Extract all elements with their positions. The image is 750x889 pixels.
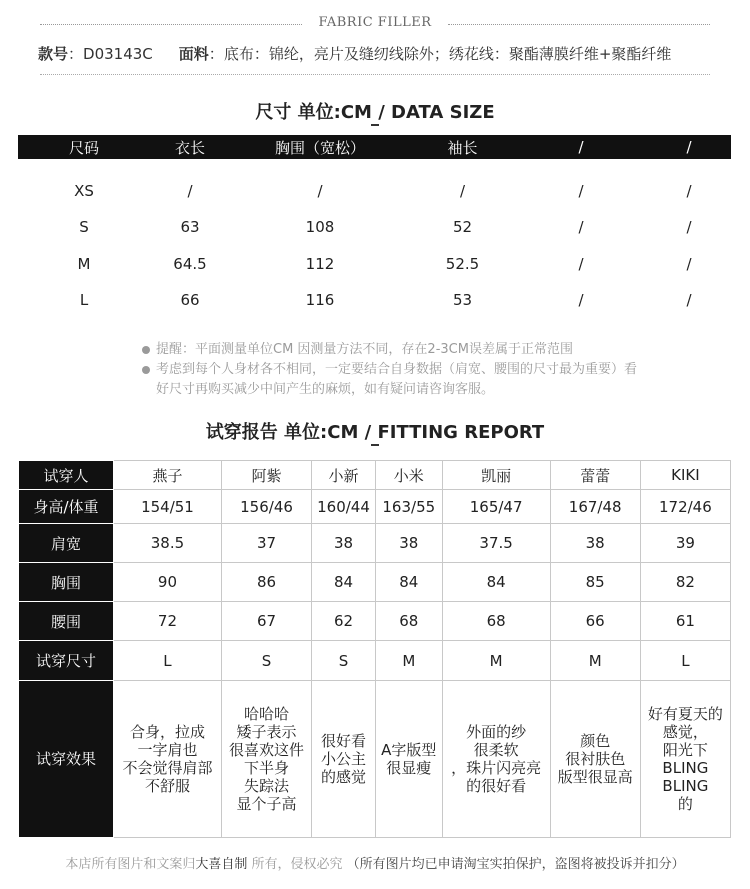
table-cell: /	[578, 291, 584, 310]
table-cell: L	[114, 641, 222, 681]
table-cell: 167/48	[550, 490, 640, 524]
size-row-xs	[18, 159, 731, 209]
table-cell: 108	[305, 218, 335, 237]
table-cell: 蕾蕾	[550, 461, 640, 490]
table-cell: A字版型 很显瘦	[375, 681, 442, 838]
table-cell: 68	[442, 602, 550, 641]
table-cell: 66	[550, 602, 640, 641]
table-cell: 小新	[312, 461, 376, 490]
fitting-row-label: 试穿尺寸	[19, 641, 114, 681]
note-item	[140, 360, 640, 400]
table-cell: 38	[375, 524, 442, 563]
style-number: D03143C	[83, 45, 153, 63]
fabric-header	[40, 12, 710, 32]
size-section-title	[0, 98, 750, 124]
table-cell: 61	[640, 602, 730, 641]
table-cell: 112	[305, 254, 335, 273]
size-row-l	[18, 282, 731, 319]
footer-protect: （所有图片均已申请淘宝实拍保护，盗图将被投诉并扣分）	[346, 857, 685, 872]
table-cell: /	[686, 182, 692, 200]
fitting-table	[18, 460, 731, 838]
note-item	[140, 340, 640, 360]
footer-mid: 所有，侵权必究	[247, 857, 347, 872]
fitting-row-label: 试穿效果	[19, 681, 114, 838]
material-label: 面料	[178, 45, 209, 63]
table-cell: /	[317, 182, 323, 200]
table-cell: 38.5	[114, 524, 222, 563]
table-cell: 哈哈哈 矮子表示 很喜欢这件 下半身 失踪法 显个子高	[221, 681, 311, 838]
fitting-row-label: 胸围	[19, 563, 114, 602]
footer-pre: 本店所有图片和文案归	[65, 857, 196, 872]
table-cell: 66	[180, 291, 200, 310]
table-cell: 116	[305, 291, 335, 310]
footer-brand: 大喜自制	[195, 857, 248, 872]
table-cell: 84	[442, 563, 550, 602]
size-title-text: 尺寸 单位:CM / DATA SIZE	[255, 102, 495, 123]
table-cell: 52	[452, 218, 473, 237]
table-cell: 38	[312, 524, 376, 563]
table-cell: S	[79, 218, 89, 237]
table-cell: XS	[74, 182, 94, 200]
table-cell: 好有夏天的 感觉， 阳光下 BLING BLING 的	[640, 681, 730, 838]
size-notes	[140, 340, 640, 400]
fitting-row	[19, 641, 731, 681]
fitting-section-title	[0, 418, 750, 444]
table-cell: 84	[312, 563, 376, 602]
table-cell: S	[221, 641, 311, 681]
table-cell: /	[187, 182, 193, 200]
table-cell: 82	[640, 563, 730, 602]
fitting-row	[19, 490, 731, 524]
table-cell: 165/47	[442, 490, 550, 524]
table-cell: 85	[550, 563, 640, 602]
table-cell: KIKI	[640, 461, 730, 490]
fitting-row-label: 身高/体重	[19, 490, 114, 524]
note-text: 考虑到每个人身材各不相同，一定要结合自身数据（肩宽、腰围的尺寸最为重要）看好尺寸再购买减少中间产生的麻烦，如有疑问请咨询客服。	[156, 362, 638, 397]
fitting-row-label: 试穿人	[19, 461, 114, 490]
table-cell: 颜色 很衬肤色 版型很显高	[550, 681, 640, 838]
table-cell: 160/44	[312, 490, 376, 524]
fabric-info	[38, 43, 728, 64]
header-length: 衣长	[150, 135, 230, 159]
table-cell: 很好看 小公主 的感觉	[312, 681, 376, 838]
bullet-icon	[142, 366, 150, 374]
header-blank-1: /	[515, 135, 647, 159]
table-cell: 燕子	[114, 461, 222, 490]
fitting-title-text: 试穿报告 单位:CM / FITTING REPORT	[205, 422, 545, 443]
table-cell: 37.5	[442, 524, 550, 563]
table-cell: 90	[114, 563, 222, 602]
table-cell: 53	[452, 291, 473, 310]
table-cell: 小米	[375, 461, 442, 490]
note-text: 提醒：平面测量单位CM 因测量方法不同，存在2-3CM误差属于正常范围	[156, 342, 573, 357]
table-cell: 156/46	[221, 490, 311, 524]
table-cell: L	[79, 291, 89, 310]
table-cell: 52.5	[445, 254, 480, 273]
style-sep: ：	[68, 45, 84, 63]
fitting-row	[19, 563, 731, 602]
material-sep: ：	[208, 45, 224, 63]
table-cell: M	[442, 641, 550, 681]
size-header-row	[18, 135, 731, 159]
style-label: 款号	[38, 45, 69, 63]
table-cell: 68	[375, 602, 442, 641]
title-underline	[371, 444, 379, 446]
table-cell: 62	[312, 602, 376, 641]
header-size: 尺码	[18, 135, 150, 159]
fabric-divider	[40, 74, 710, 75]
copyright-footer	[0, 853, 750, 872]
fabric-title: FABRIC FILLER	[318, 15, 432, 30]
divider-right	[448, 24, 710, 25]
table-cell: /	[686, 291, 692, 310]
table-cell: 39	[640, 524, 730, 563]
table-cell: /	[686, 254, 692, 273]
size-table	[18, 135, 731, 319]
table-cell: 67	[221, 602, 311, 641]
fitting-row	[19, 681, 731, 838]
table-cell: 84	[375, 563, 442, 602]
table-cell: 172/46	[640, 490, 730, 524]
table-cell: 38	[550, 524, 640, 563]
title-underline	[371, 124, 379, 126]
table-cell: 阿紫	[221, 461, 311, 490]
table-cell: 63	[180, 218, 200, 237]
size-row-s	[18, 209, 731, 246]
table-cell: 合身，拉成 一字肩也 不会觉得肩部 不舒服	[114, 681, 222, 838]
table-cell: M	[375, 641, 442, 681]
fitting-row-label: 肩宽	[19, 524, 114, 563]
table-cell: S	[312, 641, 376, 681]
table-cell: 72	[114, 602, 222, 641]
fitting-row-label: 腰围	[19, 602, 114, 641]
table-cell: L	[640, 641, 730, 681]
table-cell: 154/51	[114, 490, 222, 524]
fitting-row	[19, 524, 731, 563]
table-cell: 163/55	[375, 490, 442, 524]
fitting-row	[19, 461, 731, 490]
table-cell: 86	[221, 563, 311, 602]
bullet-icon	[142, 346, 150, 354]
header-blank-2: /	[647, 135, 731, 159]
table-cell: M	[77, 254, 91, 273]
material-value: 底布：锦纶，亮片及缝纫线除外；绣花线：聚酯薄膜纤维+聚酯纤维	[223, 45, 672, 63]
size-row-m	[18, 246, 731, 283]
table-cell: /	[686, 218, 692, 237]
table-cell: /	[578, 182, 584, 200]
table-cell: /	[578, 218, 584, 237]
table-cell: 64.5	[173, 254, 207, 273]
fitting-row	[19, 602, 731, 641]
table-cell: 37	[221, 524, 311, 563]
header-bust: 胸围（宽松）	[230, 135, 410, 159]
table-cell: M	[550, 641, 640, 681]
table-cell: /	[578, 254, 584, 273]
header-sleeve: 袖长	[410, 135, 515, 159]
table-cell: /	[459, 182, 466, 200]
table-cell: 外面的纱 很柔软 ，珠片闪亮亮 的很好看	[442, 681, 550, 838]
table-cell: 凯丽	[442, 461, 550, 490]
